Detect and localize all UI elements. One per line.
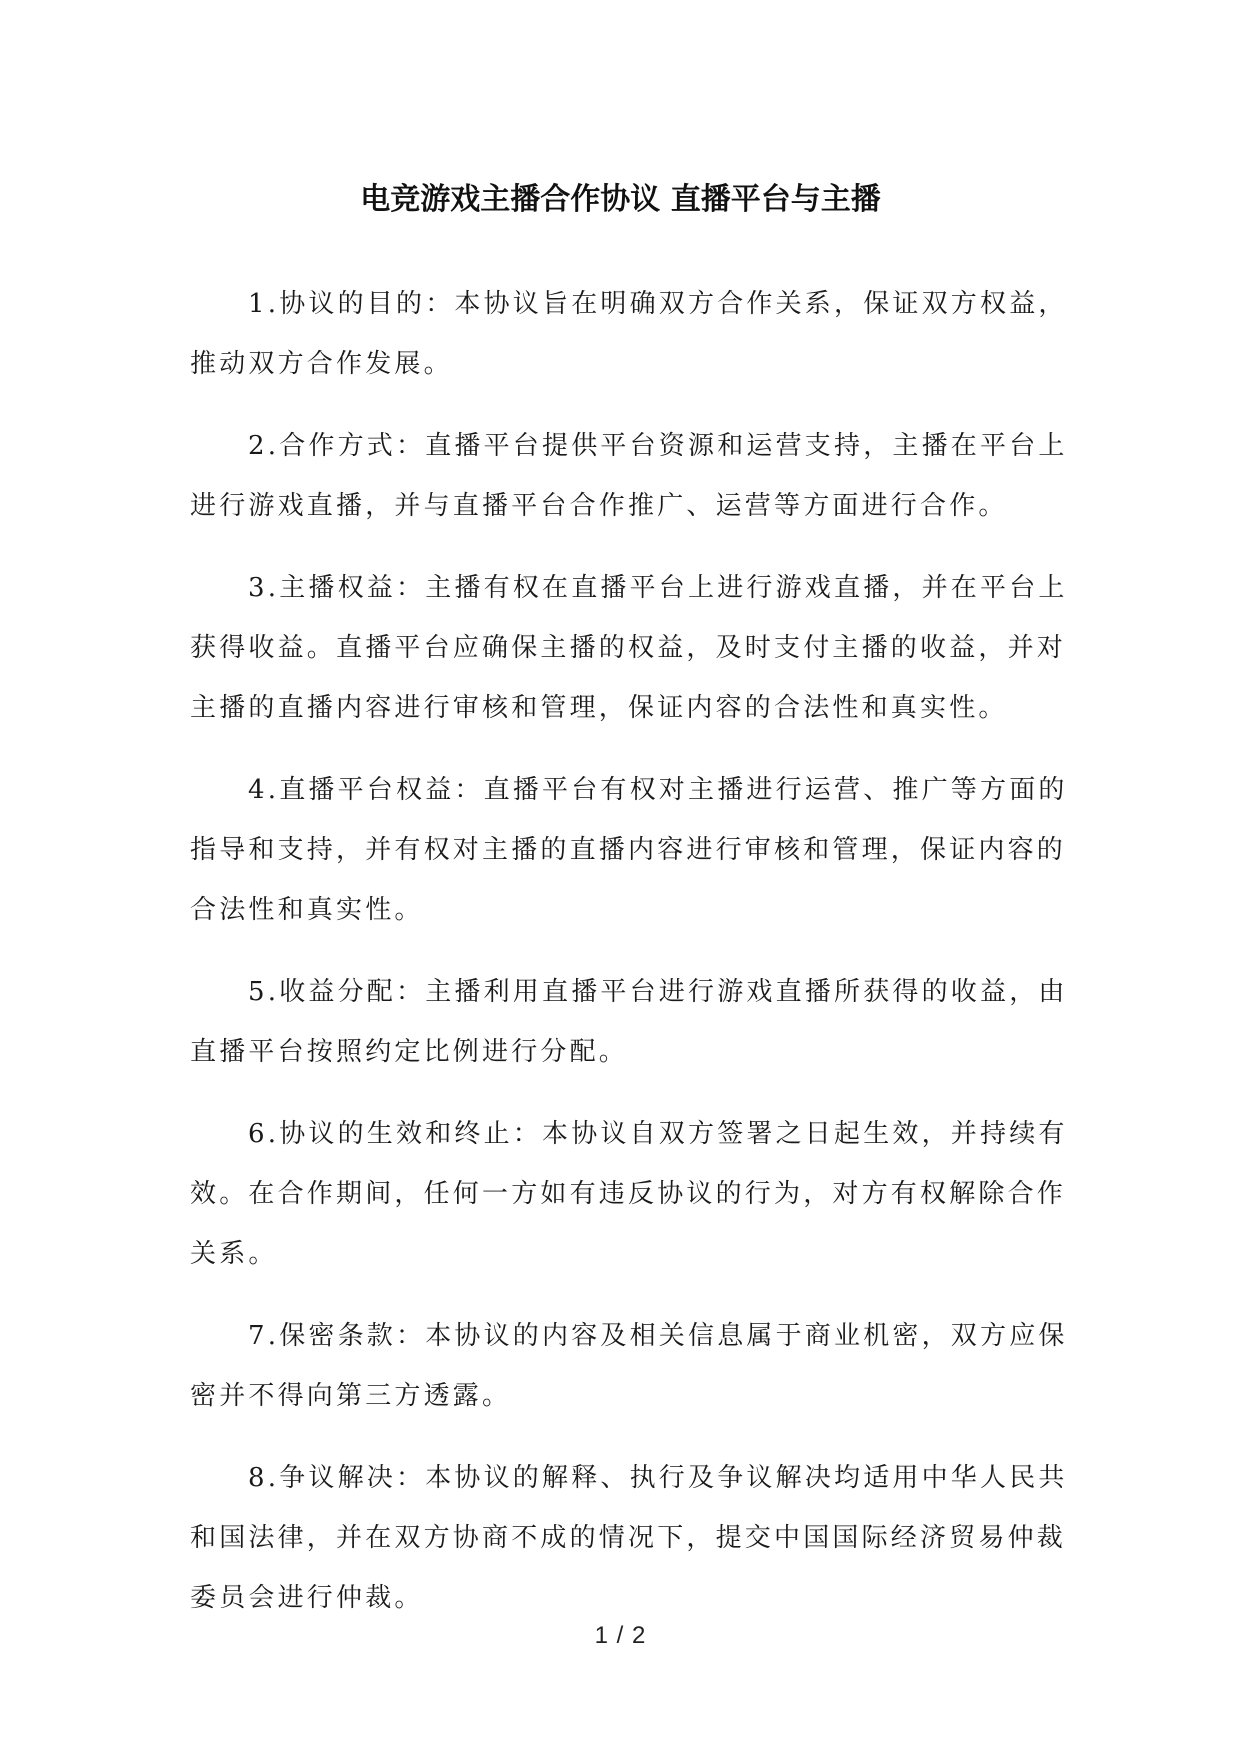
document-title: 电竞游戏主播合作协议 直播平台与主播 xyxy=(360,182,881,217)
clause-5: 5.收益分配：主播利用直播平台进行游戏直播所获得的收益，由直播平台按照约定比例进行分配。 xyxy=(190,977,1068,1067)
clause-8: 8.争议解决：本协议的解释、执行及争议解决均适用中华人民共和国法律，并在双方协商不成的情况下，提交中国国际经济贸易仲裁委员会进行仲裁。 xyxy=(190,1463,1068,1613)
clause-7: 7.保密条款：本协议的内容及相关信息属于商业机密，双方应保密并不得向第三方透露。 xyxy=(190,1321,1068,1411)
clause-2: 2.合作方式：直播平台提供平台资源和运营支持，主播在平台上进行游戏直播，并与直播平台合作推广、运营等方面进行合作。 xyxy=(190,431,1068,521)
clause-3: 3.主播权益：主播有权在直播平台上进行游戏直播，并在平台上获得收益。直播平台应确保主播的权益，及时支付主播的收益，并对主播的直播内容进行审核和管理，保证内容的合法性和真实性。 xyxy=(190,573,1068,723)
clause-6: 6.协议的生效和终止：本协议自双方签署之日起生效，并持续有效。在合作期间，任何一方如有违反协议的行为，对方有权解除合作关系。 xyxy=(190,1119,1068,1269)
clause-4: 4.直播平台权益：直播平台有权对主播进行运营、推广等方面的指导和支持，并有权对主播的直播内容进行审核和管理，保证内容的合法性和真实性。 xyxy=(190,775,1068,925)
document-body xyxy=(190,274,1070,1650)
page-number: 1 / 2 xyxy=(594,1622,647,1649)
clause-1: 1.协议的目的：本协议旨在明确双方合作关系，保证双方权益，推动双方合作发展。 xyxy=(190,289,1068,379)
